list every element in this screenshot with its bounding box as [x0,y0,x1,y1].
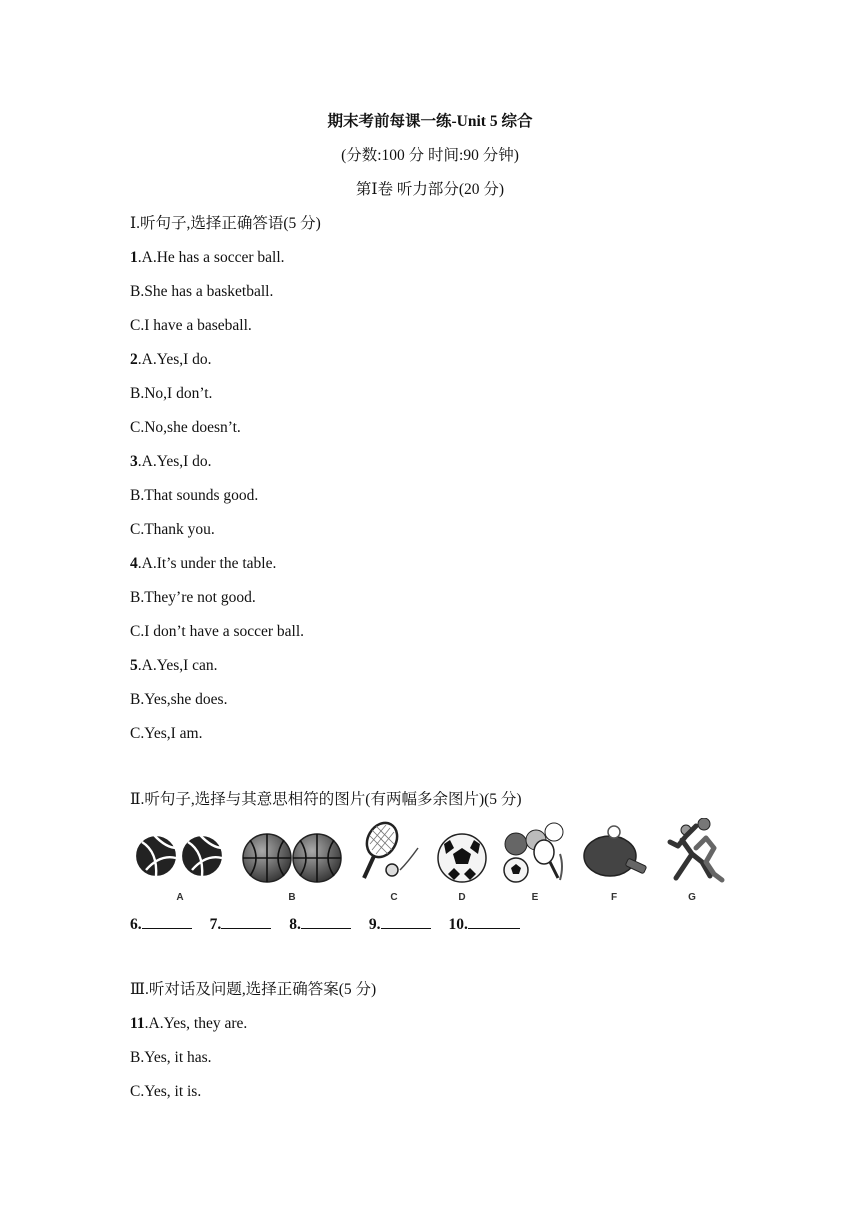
question-1-option-b: B.She has a basketball. [130,283,274,300]
assorted-balls-icon [500,818,570,903]
question-number: 3 [130,453,138,470]
blank-number: 10 [448,916,464,933]
doc-subtitle: (分数:100 分 时间:90 分钟) [341,147,519,164]
question-1-option-c: C.I have a baseball. [130,317,252,334]
section1-heading: Ⅰ.听句子,选择正确答语(5 分) [130,215,321,232]
section2-heading: Ⅱ.听句子,选择与其意思相符的图片(有两幅多余图片)(5 分) [130,791,522,808]
answer-blanks: 6. 7. 8. 9. 10. [130,913,520,935]
question-2-option-c: C.No,she doesn’t. [130,419,241,436]
question-2-option-b: B.No,I don’t. [130,385,213,402]
option-text: .A.It’s under the table. [137,555,277,572]
question-3-option-a [130,452,212,472]
basketball-player-icon [656,818,728,903]
answer-blank[interactable] [468,913,520,929]
option-text: .A.Yes, they are. [144,1015,248,1032]
doc-title: 期末考前每课一练-Unit 5 综合 [327,113,533,130]
question-1-option-a [130,248,285,268]
question-11-option-a [130,1014,247,1034]
answer-blank[interactable] [381,913,431,929]
picture-label: D [458,892,466,903]
blank-number: 7 [209,916,218,933]
part-heading: 第Ⅰ卷 听力部分(20 分) [355,181,505,198]
question-number: 4 [130,555,138,572]
volleyball-pair-icon [132,818,228,903]
picture-label: F [610,892,618,903]
picture-label: G [688,892,696,903]
question-4-option-a [130,554,276,574]
blank-number: 9 [368,916,377,933]
option-text: .A.He has a soccer ball. [137,249,285,266]
question-5-option-a [130,656,218,676]
option-text: .A.Yes,I do. [137,351,212,368]
question-5-option-c: C.Yes,I am. [130,725,203,742]
question-5-option-b: B.Yes,she does. [130,691,228,708]
blank-number: 8 [289,916,297,933]
question-number: 11 [130,1015,145,1032]
question-4-option-c: C.I don’t have a soccer ball. [130,623,305,640]
picture-label: A [176,892,184,903]
question-number: 1 [130,249,138,266]
question-3-option-c: C.Thank you. [130,521,215,538]
question-11-option-b: B.Yes, it has. [130,1049,212,1066]
picture-label: E [531,892,539,903]
picture-label: C [390,892,398,903]
blank-number: 6 [130,916,138,933]
tennis-racket-icon [358,818,424,903]
soccer-ball-icon [436,818,488,903]
question-number: 5 [130,657,138,674]
question-4-option-b: B.They’re not good. [130,589,256,606]
ping-pong-paddle-icon [580,818,648,903]
answer-blank[interactable] [221,913,271,929]
question-11-option-c: C.Yes, it is. [130,1083,202,1100]
picture-label: B [288,892,296,903]
question-2-option-a [130,350,212,370]
option-text: .A.Yes,I do. [137,453,212,470]
question-3-option-b: B.That sounds good. [130,487,259,504]
basketball-pair-icon [240,818,344,903]
picture-row [132,818,732,910]
answer-blank[interactable] [142,913,192,929]
section3-heading: Ⅲ.听对话及问题,选择正确答案(5 分) [130,981,377,998]
option-text: .A.Yes,I can. [137,657,218,674]
answer-blank[interactable] [301,913,351,929]
question-number: 2 [130,351,138,368]
